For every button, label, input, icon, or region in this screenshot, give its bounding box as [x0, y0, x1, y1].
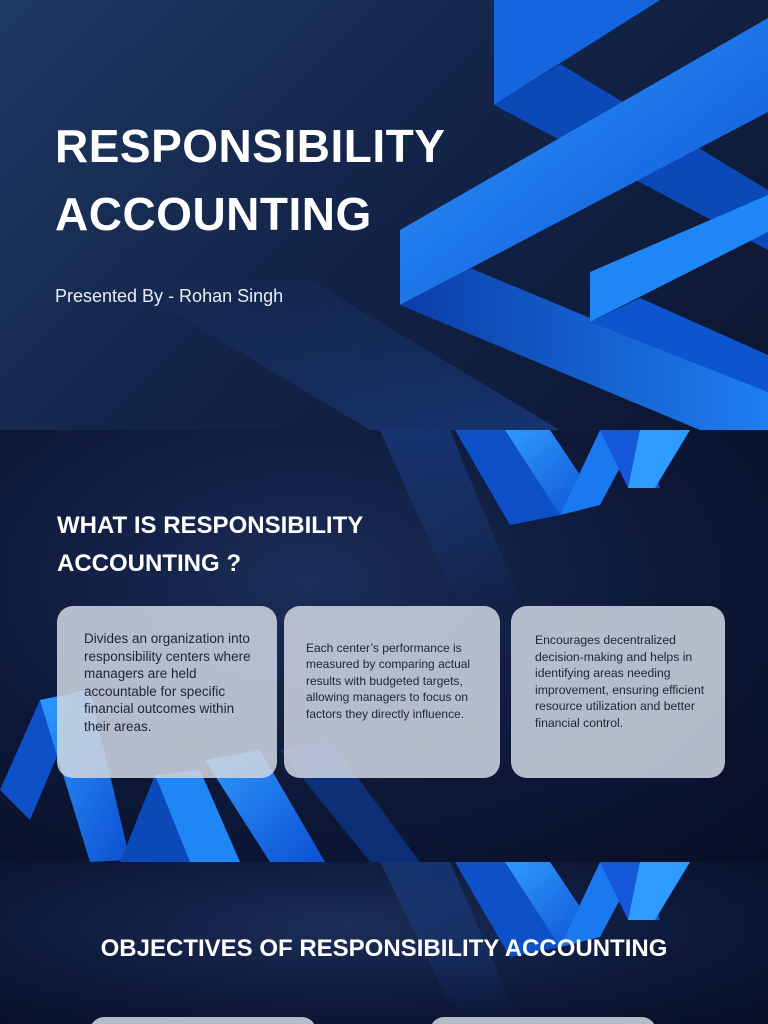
objective-card-2 [430, 1017, 656, 1024]
info-card-text: Encourages decentralized decision-making and helps in identifying areas needing improvement, ensuring efficient resource utilization and better financial control. [535, 633, 705, 730]
heading-line-1: WHAT IS RESPONSIBILITY [57, 512, 364, 539]
info-card-3 [511, 606, 725, 778]
objectives-slide [0, 862, 768, 1024]
info-card-1 [57, 606, 277, 778]
title-slide [0, 0, 768, 430]
section-heading: OBJECTIVES OF RESPONSIBILITY ACCOUNTING [100, 935, 668, 962]
definition-slide [0, 430, 768, 862]
info-card-2 [284, 606, 500, 778]
section-heading [57, 507, 363, 583]
objective-card-1 [90, 1017, 316, 1024]
heading-line-2: ACCOUNTING ? [57, 550, 241, 577]
presentation-title [55, 112, 445, 248]
info-card-text: Divides an organization into responsibility centers where managers are held accountable for specific financial outcomes within their areas. [84, 631, 251, 734]
presenter-text: Presented By - Rohan Singh [55, 286, 284, 306]
title-line-2: ACCOUNTING [55, 188, 372, 240]
title-line-1: RESPONSIBILITY [55, 120, 446, 172]
info-card-text: Each center’s performance is measured by comparing actual results with budgeted targets, allowing managers to focus on factors they directly influence. [306, 641, 471, 721]
